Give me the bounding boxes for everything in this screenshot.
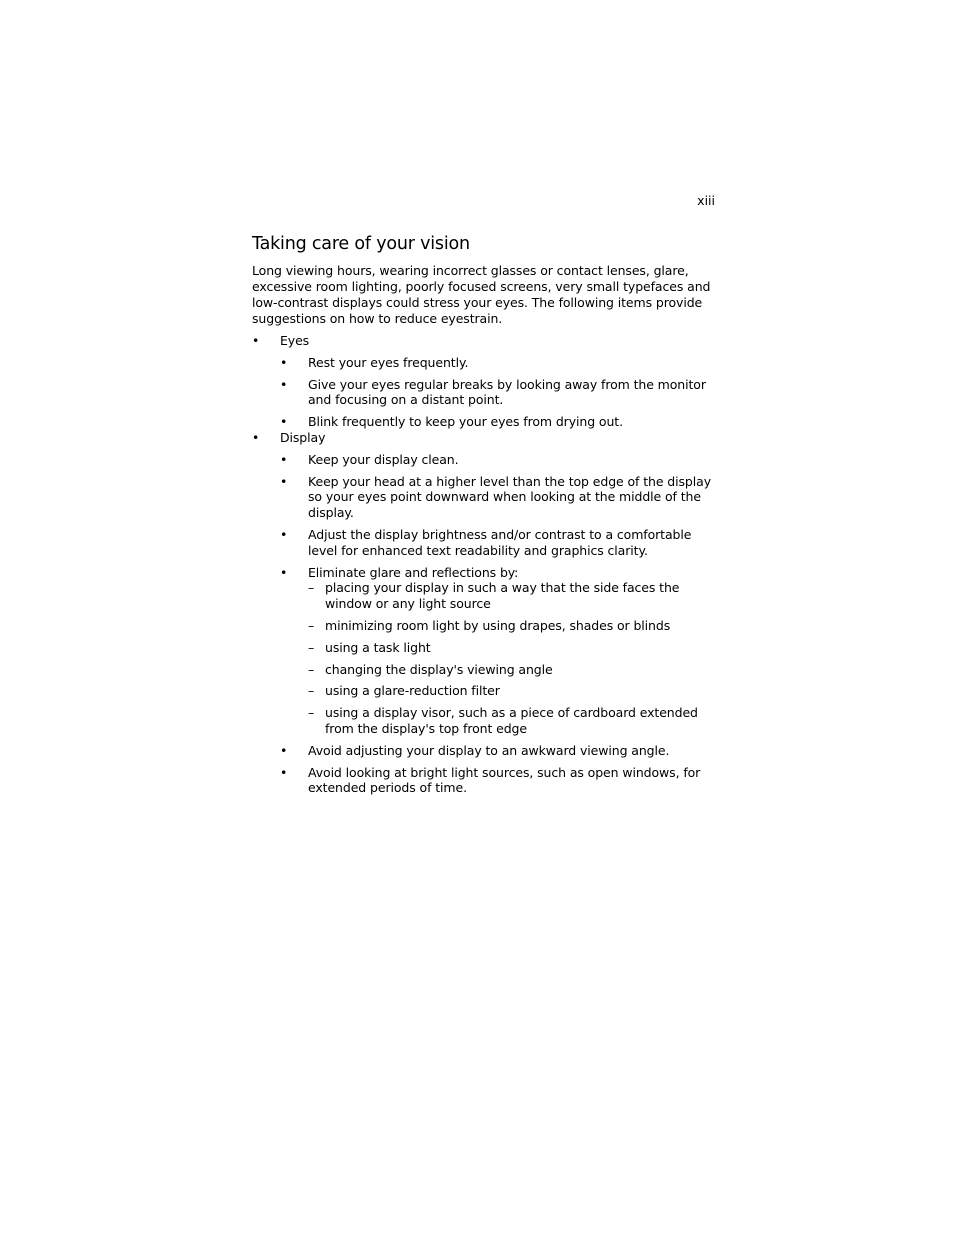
- display-label: Display: [280, 429, 326, 445]
- list-item: [308, 662, 722, 678]
- list-item-text: Keep your display clean.: [308, 451, 459, 467]
- list-item-text: changing the display's viewing angle: [325, 661, 553, 677]
- list-item: [308, 683, 722, 699]
- list-item-glare: [280, 565, 722, 737]
- document-body: [252, 233, 722, 802]
- dash-icon: –: [308, 705, 315, 721]
- list-item: [280, 527, 722, 559]
- bullet-icon: •: [280, 742, 288, 758]
- dash-icon: –: [308, 617, 315, 633]
- section-heading: Taking care of your vision: [252, 234, 470, 254]
- list-item-text: using a display visor, such as a piece of cardboard extended from the display's top front edge: [325, 705, 698, 736]
- list-item: [308, 640, 722, 656]
- list-item-text: using a glare-reduction filter: [325, 683, 500, 699]
- dash-icon: –: [308, 580, 315, 596]
- list-item-text: Avoid adjusting your display to an awkward viewing angle.: [308, 742, 670, 758]
- list-item-text: Blink frequently to keep your eyes from drying out.: [308, 414, 623, 430]
- page-number: xiii: [697, 193, 715, 208]
- list-item: [280, 765, 722, 797]
- list-item-text: Give your eyes regular breaks by looking away from the monitor and focusing on a distant point.: [308, 376, 706, 408]
- bullet-icon: •: [280, 564, 288, 580]
- list-item: [280, 355, 722, 371]
- list-item-text: Eliminate glare and reflections by:: [308, 564, 519, 580]
- list-item-eyes: [252, 333, 722, 430]
- display-sublist: [280, 452, 722, 796]
- bullet-icon: •: [280, 451, 288, 467]
- list-item: [280, 743, 722, 759]
- tips-list: [252, 333, 722, 796]
- dash-icon: –: [308, 639, 315, 655]
- bullet-icon: •: [280, 764, 288, 780]
- list-item-text: Keep your head at a higher level than the top edge of the display so your eyes point downward when looking at the middle of the display.: [308, 473, 711, 521]
- list-item: [308, 705, 722, 737]
- list-item: [280, 474, 722, 521]
- intro-paragraph: Long viewing hours, wearing incorrect glasses or contact lenses, glare, excessive room lighting, poorly focused screens, very small typefaces and low-contrast displays could stress your eyes. The following items provide suggestions on how to reduce eyestrain.: [252, 263, 711, 326]
- list-item-text: Adjust the display brightness and/or contrast to a comfortable level for enhanced text readability and graphics clarity.: [308, 526, 692, 558]
- bullet-icon: •: [252, 429, 260, 445]
- bullet-icon: •: [280, 376, 288, 392]
- bullet-icon: •: [280, 473, 288, 489]
- list-item: [280, 377, 722, 409]
- list-item: [280, 414, 722, 430]
- eyes-sublist: [280, 355, 722, 430]
- bullet-icon: •: [280, 354, 288, 370]
- list-item: [308, 618, 722, 634]
- list-item: [280, 452, 722, 468]
- list-item-text: minimizing room light by using drapes, shades or blinds: [325, 617, 671, 633]
- bullet-icon: •: [280, 414, 288, 430]
- list-item: [308, 580, 722, 612]
- bullet-icon: •: [252, 333, 260, 348]
- dash-icon: –: [308, 661, 315, 677]
- list-item-display: [252, 430, 722, 796]
- dash-icon: –: [308, 683, 315, 699]
- bullet-icon: •: [280, 526, 288, 542]
- list-item-text: placing your display in such a way that the side faces the window or any light source: [325, 580, 680, 612]
- list-item-text: Avoid looking at bright light sources, such as open windows, for extended periods of time.: [308, 764, 701, 796]
- glare-sublist: [308, 580, 722, 736]
- eyes-label: Eyes: [280, 333, 310, 348]
- list-item-text: Rest your eyes frequently.: [308, 354, 469, 370]
- list-item-text: using a task light: [325, 639, 431, 655]
